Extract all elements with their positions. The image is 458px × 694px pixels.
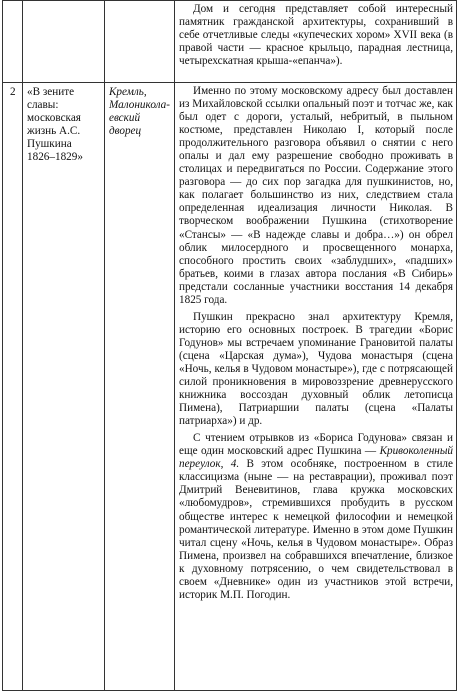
paragraph-text: В этом особняке, построенном в стиле классицизма (ныне — на реставрации), проживал поэт Дмитрий Веневитинов, глава кружка московских «любомудров», стремившихся пробудить в русском обществе интерес к немецкой философии и немецкой романтической литературе. Именно в этом доме Пушкин читал сцену «Ночь, келья в Чудовом монастыре». Образ Пимена, произвел на собравшихся впечатление, близкое к духовному потрясению, о чем свидетельствовал в своем «Дневнике» один из участников этой встречи, историк М.П. Погодин. xyxy=(179,458,453,601)
table-row xyxy=(3,83,457,691)
number-cell xyxy=(3,83,23,691)
description-paragraph: Пушкин прекрасно знал архитектуру Кремля, историю его основных построек. В трагедии «Борис Годунов» мы встречаем упоминание Грановитой палаты (сцена «Царская дума»), Чудова монастыря (сцена «Ночь, келья в Чудовом монастыре»), где с потрясающей силой проникновения в мировоззрение древнерусского книжника воссоздан духовный облик летописца Пимена), Патриаршии палаты (сцена «Палаты патриарха») и др. xyxy=(179,310,453,428)
table-row xyxy=(3,1,457,83)
description-paragraph xyxy=(179,432,453,602)
place-cell xyxy=(105,83,175,691)
title-cell xyxy=(23,1,105,83)
excursion-title: «В зените славы: московская жизнь А.С. Пушкина 1826–1829» xyxy=(27,86,83,164)
address-emphasis: Кривоколенный переулок, 4. xyxy=(179,445,453,471)
paragraph-text: С чтением отрывков из «Бориса Годунова» связан и еще один московский адрес Пушкина — xyxy=(179,432,453,458)
document-table xyxy=(2,0,457,691)
description-cell xyxy=(175,1,457,83)
number-cell xyxy=(3,1,23,83)
row-number: 2 xyxy=(10,86,16,98)
description-paragraph: Дом и сегодня представляет собой интересный памятник гражданской архитектуры, сохранивший в себе отчетливые следы «купеческих хором» XVII века (в правой части — красное крыльцо, парадная лестница, четырехскатная крыша-«епанча»). xyxy=(179,3,453,68)
description-paragraph: Именно по этому московскому адресу был доставлен из Михайловской ссылки опальный поэт и тотчас же, как был одет с дороги, усталый, небритый, в пыльном костюме, представлен Николаю I, который после продолжительного разговора объявил о снятии с него опалы и дал ему разрешение свободно проживать в столицах и передвигаться по России. Содержание этого разговора — до сих пор загадка для пушкинистов, но, как полагает большинство из них, следствием стала определенная идеализация личности Николая. В творческом воображении Пушкина (стихотворение «Стансы» — «В надежде славы и добра…») он обрел облик милосердного и просвещенного монарха, способного простить своих «заблудших», «падших» братьев, коими в глазах автора послания «В Сибирь» предстали сосланные участники восстания 14 декабря 1825 года. xyxy=(179,85,453,306)
place-cell xyxy=(105,1,175,83)
title-cell xyxy=(23,83,105,691)
description-cell xyxy=(175,83,457,691)
excursion-place: Кремль, Малониколаевский дворец xyxy=(109,86,170,138)
